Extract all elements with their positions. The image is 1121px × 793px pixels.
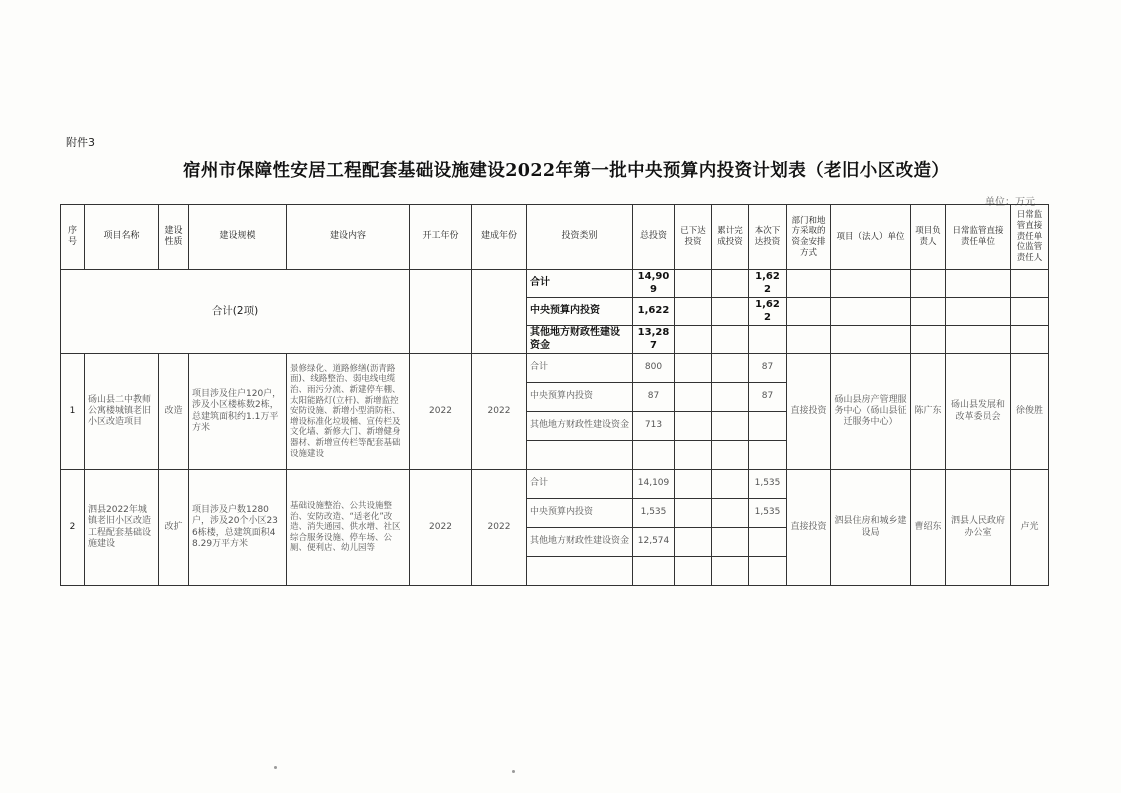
project-start: 2022: [410, 470, 472, 586]
col-scale: 建设规模: [189, 205, 287, 270]
project-name: 泗县2022年城镇老旧小区改造工程配套基础设施建设: [85, 470, 159, 586]
scan-speck: [512, 770, 515, 773]
project-invest-type: 其他地方财政性建设资金: [527, 528, 633, 557]
project-invest-type: [527, 557, 633, 586]
project-seq: 2: [61, 470, 85, 586]
scan-speck: [274, 766, 277, 769]
project-content: 景修绿化、道路修缮(沥青路面)、线路整治、弱电线电缆治、雨污分流、新建停车棚、太阳能路灯(立杆)、新增监控安防设施、新增小型消防柜、增设标准化垃圾桶、宣传栏及文化墙、新修大门、新增健身器材、新增宣传栏等配套基础设施建设: [287, 354, 410, 470]
project-supervisor-unit: 泗县人民政府办公室: [946, 470, 1011, 586]
summary-type: 其他地方财政性建设资金: [527, 326, 633, 354]
project-method: 直接投资: [787, 354, 831, 470]
project-name: 砀山县二中教师公寓楼城镇老旧小区改造项目: [85, 354, 159, 470]
project-total: [633, 557, 675, 586]
col-seq: 序号: [61, 205, 85, 270]
project-total: [633, 441, 675, 470]
col-total: 总投资: [633, 205, 675, 270]
summary-this-time: 1,622: [749, 270, 787, 298]
project-end: 2022: [472, 470, 527, 586]
project-total: 713: [633, 412, 675, 441]
project-invest-type: 其他地方财政性建设资金: [527, 412, 633, 441]
summary-type: 合计: [527, 270, 633, 298]
project-total: 800: [633, 354, 675, 383]
summary-type: 中央预算内投资: [527, 298, 633, 326]
project-seq: 1: [61, 354, 85, 470]
project-invest-type: 合计: [527, 470, 633, 499]
col-content: 建设内容: [287, 205, 410, 270]
project-this-time: [749, 528, 787, 557]
project-content: 基础设施整治、公共设施整治、安防改造、“适老化”改造、消失通园、供水增、社区综合服务设施、停车场、公厕、便利店、幼儿园等: [287, 470, 410, 586]
col-cumulative: 累计完成投资: [712, 205, 749, 270]
project-scale: 项目涉及户数1280户，涉及20个小区236栋楼，总建筑面积48.29万平方米: [189, 470, 287, 586]
project-row: [61, 470, 1049, 499]
project-supervisor-unit: 砀山县发展和改革委员会: [946, 354, 1011, 470]
col-supervisor-person: 日常监管直接责任单位监管责任人: [1011, 205, 1049, 270]
project-method: 直接投资: [787, 470, 831, 586]
project-nature: 改扩: [159, 470, 189, 586]
project-unit-owner: 砀山县房产管理服务中心（砀山县征迁服务中心）: [831, 354, 911, 470]
project-this-time: [749, 557, 787, 586]
col-name: 项目名称: [85, 205, 159, 270]
summary-label: 合计(2项): [61, 270, 410, 354]
project-invest-type: [527, 441, 633, 470]
project-leader: 陈广东: [911, 354, 946, 470]
project-this-time: [749, 412, 787, 441]
summary-row-total: [61, 270, 1049, 298]
col-this-time: 本次下达投资: [749, 205, 787, 270]
summary-total: 14,909: [633, 270, 675, 298]
project-scale: 项目涉及住户120户，涉及小区楼栋数2栋，总建筑面积约1.1万平方米: [189, 354, 287, 470]
col-issued: 已下达投资: [675, 205, 712, 270]
summary-total: 1,622: [633, 298, 675, 326]
attachment-label: 附件3: [66, 136, 95, 149]
col-start: 开工年份: [410, 205, 472, 270]
col-invest-type: 投资类别: [527, 205, 633, 270]
summary-this-time: 1,622: [749, 298, 787, 326]
unit-label: 单位：万元: [985, 197, 1035, 208]
summary-total: 13,287: [633, 326, 675, 354]
project-this-time: 1,535: [749, 470, 787, 499]
project-end: 2022: [472, 354, 527, 470]
investment-plan-sheet: [60, 204, 1048, 584]
project-this-time: [749, 441, 787, 470]
project-invest-type: 中央预算内投资: [527, 383, 633, 412]
col-end: 建成年份: [472, 205, 527, 270]
header-row: [61, 205, 1049, 270]
col-supervisor-unit: 日常监管直接责任单位: [946, 205, 1011, 270]
project-total: 14,109: [633, 470, 675, 499]
col-leader: 项目负责人: [911, 205, 946, 270]
col-method: 部门和地方采取的资金安排方式: [787, 205, 831, 270]
project-total: 1,535: [633, 499, 675, 528]
project-supervisor-person: 徐俊胜: [1011, 354, 1049, 470]
project-this-time: 87: [749, 354, 787, 383]
col-nature: 建设性质: [159, 205, 189, 270]
investment-plan-table: [60, 204, 1049, 586]
project-total: 87: [633, 383, 675, 412]
project-unit-owner: 泗县住房和城乡建设局: [831, 470, 911, 586]
project-nature: 改造: [159, 354, 189, 470]
project-supervisor-person: 卢光: [1011, 470, 1049, 586]
col-unit-owner: 项目（法人）单位: [831, 205, 911, 270]
project-invest-type: 合计: [527, 354, 633, 383]
project-start: 2022: [410, 354, 472, 470]
summary-this-time: [749, 326, 787, 354]
project-total: 12,574: [633, 528, 675, 557]
project-invest-type: 中央预算内投资: [527, 499, 633, 528]
project-this-time: 87: [749, 383, 787, 412]
project-this-time: 1,535: [749, 499, 787, 528]
project-row: [61, 354, 1049, 383]
document-title: 宿州市保障性安居工程配套基础设施建设2022年第一批中央预算内投资计划表（老旧小区改造）: [183, 161, 950, 181]
project-leader: 曹绍东: [911, 470, 946, 586]
